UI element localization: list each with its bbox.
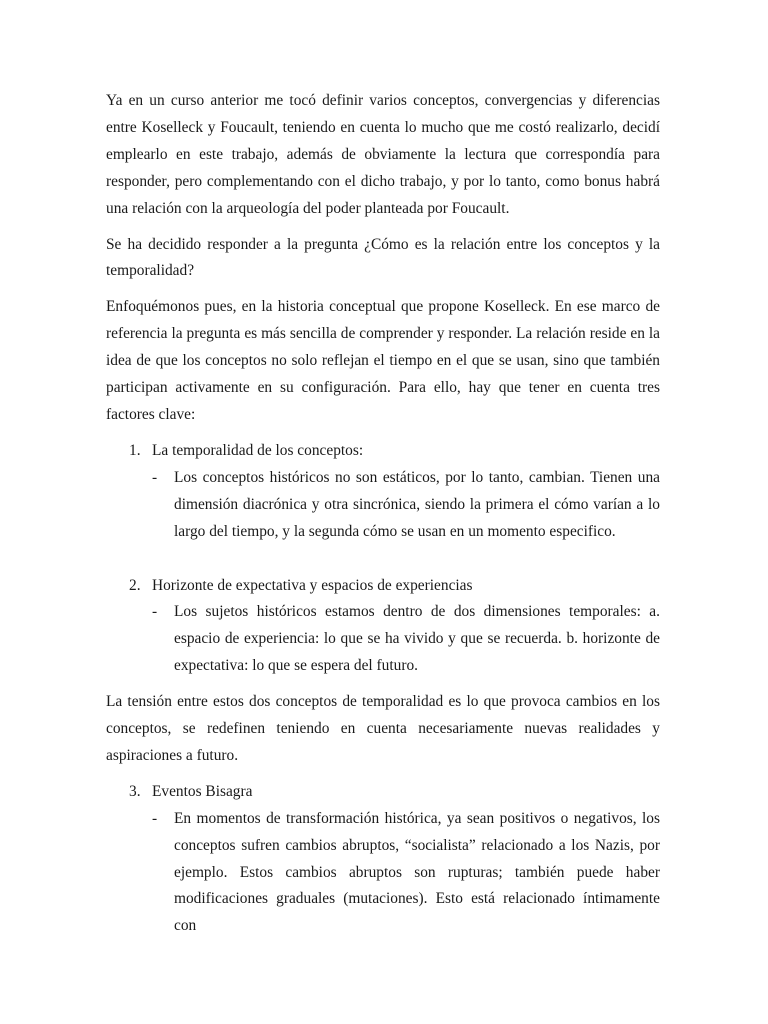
document-page	[106, 88, 660, 940]
sub-bullet	[106, 465, 660, 546]
list-item-1	[106, 438, 660, 546]
list-item-3	[106, 779, 660, 940]
sub-bullet	[106, 599, 660, 680]
list-item-2	[106, 573, 660, 681]
list-number: 3.	[129, 782, 141, 800]
dash-bullet-icon: -	[152, 468, 158, 486]
paragraph-tension: La tensión entre estos dos conceptos de temporalidad es lo que provoca cambios en los conceptos, se redefinen teniendo en cuenta necesariamente nuevas realidades y aspiraciones a futuro.	[106, 693, 660, 764]
list-item-title: La temporalidad de los conceptos:	[152, 441, 364, 459]
dash-bullet-icon: -	[152, 603, 158, 621]
list-item-heading	[106, 779, 660, 806]
dash-bullet-icon: -	[152, 809, 158, 827]
list-item-heading	[106, 438, 660, 465]
sub-bullet-text: Los sujetos históricos estamos dentro de dos dimensiones temporales: a. espacio de experiencia: lo que se ha vivido y que se recuerda. b. horizonte de expectativa: lo que se espera del futuro.	[174, 603, 660, 675]
list-item-title: Eventos Bisagra	[152, 782, 253, 800]
list-number: 1.	[129, 441, 141, 459]
list-number: 2.	[129, 576, 141, 594]
sub-bullet-text: En momentos de transformación histórica, ya sean positivos o negativos, los conceptos sufren cambios abruptos, “socialista” relacionado a los Nazis, por ejemplo. Estos cambios abruptos son rupturas; también puede haber modificaciones graduales (mutaciones). Esto está relacionado íntimamente con	[174, 809, 660, 935]
list-item-heading	[106, 573, 660, 600]
paragraph-intro: Ya en un curso anterior me tocó definir varios conceptos, convergencias y diferencias entre Koselleck y Foucault, teniendo en cuenta lo mucho que me costó realizarlo, decidí emplearlo en este trabajo, además de obviamente la lectura que correspondía para responder, pero complementando con el dicho trabajo, y por lo tanto, como bonus habrá una relación con la arqueología del poder planteada por Foucault.	[106, 92, 660, 217]
sub-bullet	[106, 806, 660, 941]
paragraph-koselleck: Enfoquémonos pues, en la historia conceptual que propone Koselleck. En ese marco de referencia la pregunta es más sencilla de comprender y responder. La relación reside en la idea de que los conceptos no solo reflejan el tiempo en el que se usan, sino que también participan activamente en su configuración. Para ello, hay que tener en cuenta tres factores clave:	[106, 298, 660, 423]
sub-bullet-text: Los conceptos históricos no son estáticos, por lo tanto, cambian. Tienen una dimensión diacrónica y otra sincrónica, siendo la primera el cómo varían a lo largo del tiempo, y la segunda cómo se usan en un momento especifico.	[174, 468, 660, 540]
paragraph-question: Se ha decidido responder a la pregunta ¿Cómo es la relación entre los conceptos y la temporalidad?	[106, 235, 660, 280]
list-item-title: Horizonte de expectativa y espacios de experiencias	[152, 576, 473, 594]
